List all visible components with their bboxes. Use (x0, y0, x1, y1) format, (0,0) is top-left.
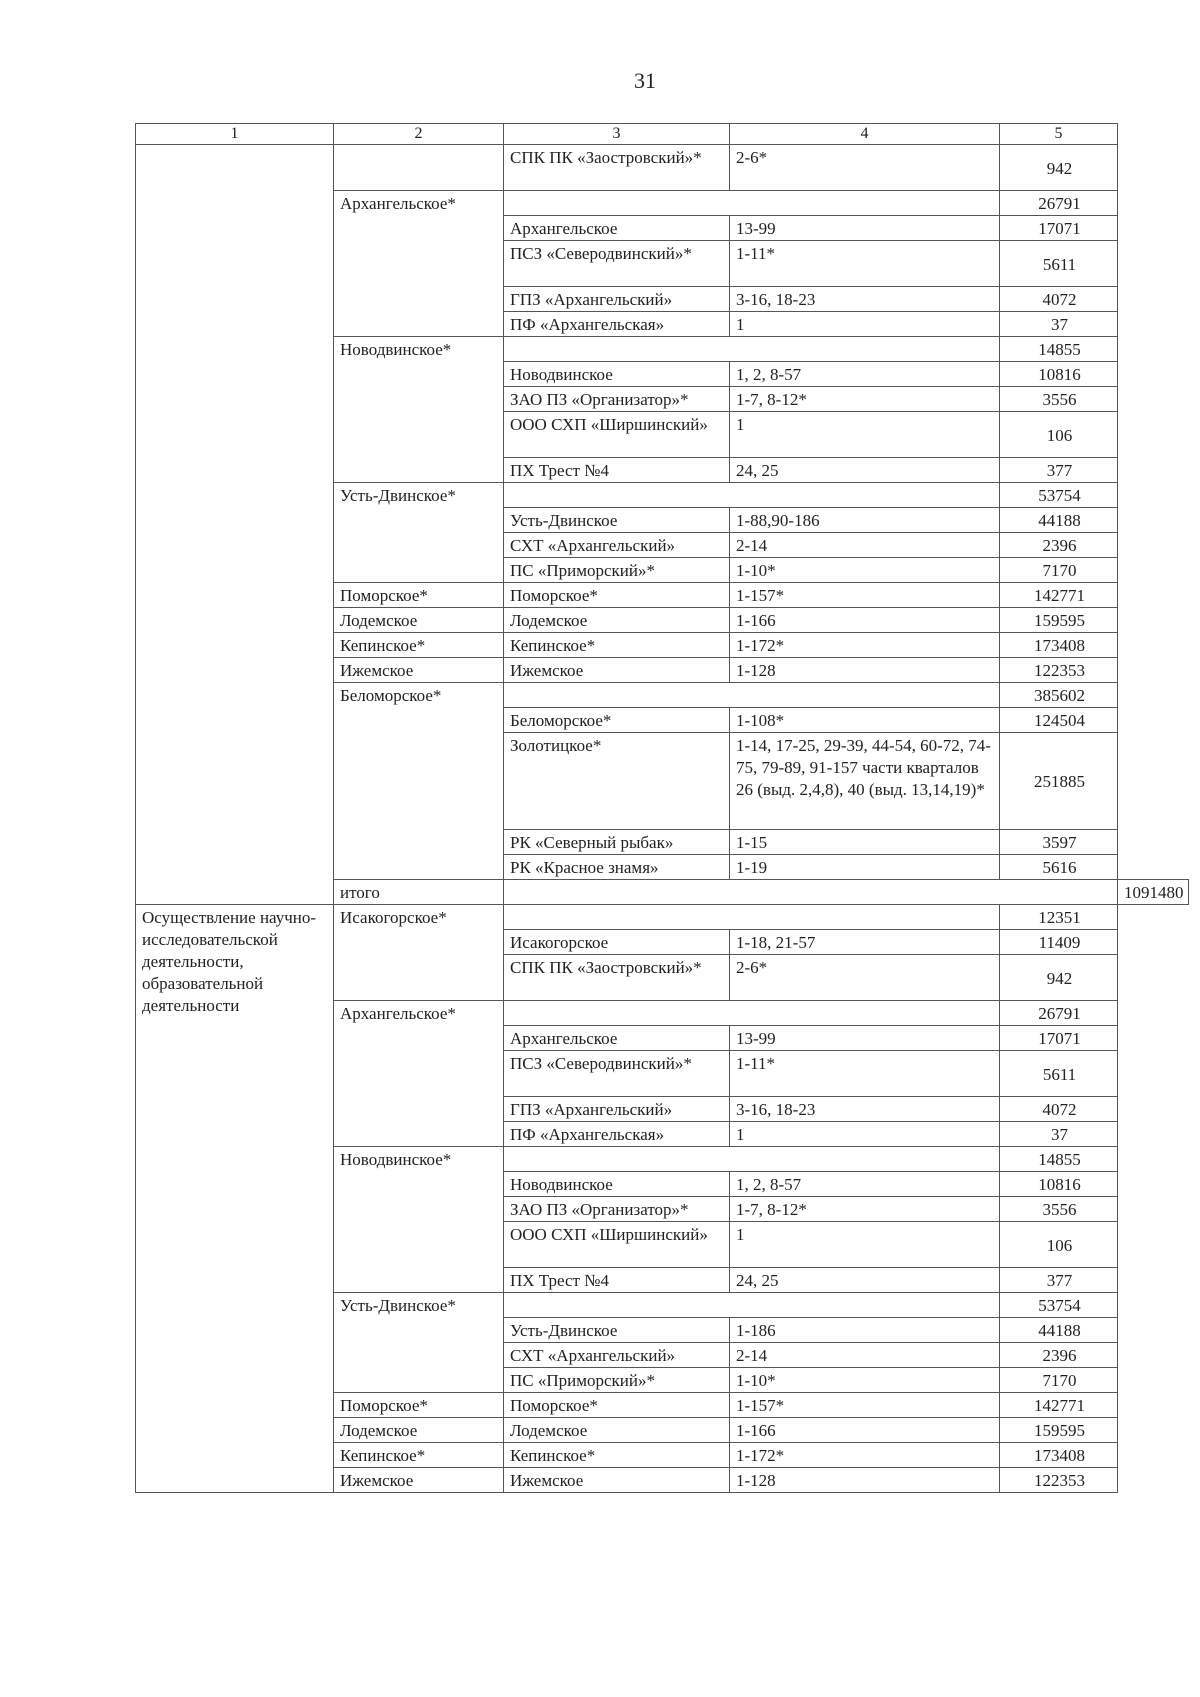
cell-forestry: Усть-Двинское* (334, 483, 504, 583)
cell-subdivision: ПХ Трест №4 (504, 458, 730, 483)
cell-quarters: 1 (730, 1222, 1000, 1268)
cell-subdivision: Лодемское (504, 608, 730, 633)
cell-subdivision: ГПЗ «Архангельский» (504, 287, 730, 312)
cell-quarters: 1 (730, 1122, 1000, 1147)
cell-total-label: итого (334, 880, 504, 905)
cell-subdivision: Новодвинское (504, 1172, 730, 1197)
cell-forestry: Ижемское (334, 658, 504, 683)
cell-area: 122353 (1000, 658, 1118, 683)
cell-area: 385602 (1000, 683, 1118, 708)
table-row (136, 905, 1189, 930)
cell-forestry: Лодемское (334, 1418, 504, 1443)
header-col-1: 1 (136, 124, 334, 145)
cell-subdivision: СХТ «Архангельский» (504, 533, 730, 558)
cell-quarters: 1-186 (730, 1318, 1000, 1343)
cell-quarters: 1-10* (730, 558, 1000, 583)
cell-area: 3556 (1000, 1197, 1118, 1222)
cell-subdivision: Архангельское (504, 216, 730, 241)
cell-forestry: Исакогорское* (334, 905, 504, 1001)
cell-subdivision: Ижемское (504, 658, 730, 683)
cell-quarters: 1-11* (730, 241, 1000, 287)
cell-quarters: 2-14 (730, 533, 1000, 558)
cell-subdivision: Кепинское* (504, 1443, 730, 1468)
cell-blank (504, 1001, 1000, 1026)
cell-area: 11409 (1000, 930, 1118, 955)
cell-quarters: 1-15 (730, 830, 1000, 855)
cell-forestry: Лодемское (334, 608, 504, 633)
cell-area: 142771 (1000, 583, 1118, 608)
cell-subdivision: Поморское* (504, 1393, 730, 1418)
cell-area: 122353 (1000, 1468, 1118, 1493)
cell-subdivision: Новодвинское (504, 362, 730, 387)
cell-quarters: 1-108* (730, 708, 1000, 733)
cell-subdivision: ПФ «Архангельская» (504, 1122, 730, 1147)
cell-area: 377 (1000, 458, 1118, 483)
cell-quarters: 2-14 (730, 1343, 1000, 1368)
cell-subdivision: СХТ «Архангельский» (504, 1343, 730, 1368)
cell-subdivision: Беломорское* (504, 708, 730, 733)
cell-blank (504, 905, 1000, 930)
forest-district-table (135, 123, 1189, 1493)
cell-area: 37 (1000, 312, 1118, 337)
cell-subdivision: ГПЗ «Архангельский» (504, 1097, 730, 1122)
cell-area: 159595 (1000, 1418, 1118, 1443)
cell-area: 173408 (1000, 1443, 1118, 1468)
cell-subdivision: Лодемское (504, 1418, 730, 1443)
cell-forestry: Ижемское (334, 1468, 504, 1493)
cell-quarters: 1-166 (730, 608, 1000, 633)
cell-quarters: 3-16, 18-23 (730, 1097, 1000, 1122)
cell-area: 14855 (1000, 1147, 1118, 1172)
cell-area: 53754 (1000, 483, 1118, 508)
cell-area: 4072 (1000, 1097, 1118, 1122)
cell-subdivision: ПХ Трест №4 (504, 1268, 730, 1293)
cell-area: 12351 (1000, 905, 1118, 930)
cell-area: 2396 (1000, 1343, 1118, 1368)
cell-subdivision: ПФ «Архангельская» (504, 312, 730, 337)
cell-quarters: 1-11* (730, 1051, 1000, 1097)
cell-quarters: 3-16, 18-23 (730, 287, 1000, 312)
table-header-row (136, 124, 1189, 145)
cell-subdivision: ПСЗ «Северодвинский»* (504, 241, 730, 287)
cell-total-value: 1091480 (1118, 880, 1189, 905)
cell-forestry: Беломорское* (334, 683, 504, 880)
cell-area: 10816 (1000, 362, 1118, 387)
cell-quarters: 1-157* (730, 1393, 1000, 1418)
cell-subdivision: ЗАО ПЗ «Организатор»* (504, 1197, 730, 1222)
cell-subdivision: Исакогорское (504, 930, 730, 955)
cell-area: 173408 (1000, 633, 1118, 658)
cell-area: 17071 (1000, 1026, 1118, 1051)
cell-forestry: Архангельское* (334, 191, 504, 337)
cell-subdivision: Усть-Двинское (504, 1318, 730, 1343)
cell-quarters: 1-18, 21-57 (730, 930, 1000, 955)
cell-blank (504, 337, 1000, 362)
cell-subdivision: Ижемское (504, 1468, 730, 1493)
cell-area: 53754 (1000, 1293, 1118, 1318)
cell-area: 124504 (1000, 708, 1118, 733)
cell-quarters: 24, 25 (730, 1268, 1000, 1293)
cell-subdivision: СПК ПК «Заостровский»* (504, 145, 730, 191)
cell-forestry: Поморское* (334, 1393, 504, 1418)
cell-quarters: 1-19 (730, 855, 1000, 880)
cell-quarters: 1-128 (730, 1468, 1000, 1493)
cell-forestry: Усть-Двинское* (334, 1293, 504, 1393)
cell-area: 5611 (1000, 1051, 1118, 1097)
cell-forestry (334, 145, 504, 191)
cell-blank (504, 1293, 1000, 1318)
cell-subdivision: Кепинское* (504, 633, 730, 658)
cell-blank (504, 483, 1000, 508)
cell-subdivision: Архангельское (504, 1026, 730, 1051)
cell-subdivision: ПС «Приморский»* (504, 558, 730, 583)
cell-area: 10816 (1000, 1172, 1118, 1197)
cell-quarters: 13-99 (730, 216, 1000, 241)
cell-area: 159595 (1000, 608, 1118, 633)
cell-blank (504, 191, 1000, 216)
cell-quarters: 1-88,90-186 (730, 508, 1000, 533)
cell-quarters: 13-99 (730, 1026, 1000, 1051)
cell-area: 106 (1000, 1222, 1118, 1268)
cell-forestry: Новодвинское* (334, 337, 504, 483)
cell-subdivision: Усть-Двинское (504, 508, 730, 533)
cell-area: 377 (1000, 1268, 1118, 1293)
header-col-4: 4 (730, 124, 1000, 145)
cell-quarters: 1-14, 17-25, 29-39, 44-54, 60-72, 74-75, 79-89, 91-157 части кварталов 26 (выд. 2,4,8), 40 (выд. 13,14,19)* (730, 733, 1000, 830)
cell-quarters: 1-172* (730, 1443, 1000, 1468)
cell-area: 106 (1000, 412, 1118, 458)
cell-quarters: 1-10* (730, 1368, 1000, 1393)
cell-subdivision: ЗАО ПЗ «Организатор»* (504, 387, 730, 412)
cell-subdivision: Золотицкое* (504, 733, 730, 830)
cell-quarters: 1-172* (730, 633, 1000, 658)
cell-area: 26791 (1000, 191, 1118, 216)
cell-subdivision: ПС «Приморский»* (504, 1368, 730, 1393)
cell-subdivision: ООО СХП «Ширшинский» (504, 1222, 730, 1268)
cell-activity: Осуществление научно-исследовательской деятельности, образовательной деятельности (136, 905, 334, 1493)
cell-subdivision: РК «Северный рыбак» (504, 830, 730, 855)
cell-area: 251885 (1000, 733, 1118, 830)
cell-activity (136, 145, 334, 905)
cell-area: 5616 (1000, 855, 1118, 880)
cell-quarters: 1-7, 8-12* (730, 387, 1000, 412)
cell-quarters: 2-6* (730, 145, 1000, 191)
cell-quarters: 1, 2, 8-57 (730, 362, 1000, 387)
cell-area: 14855 (1000, 337, 1118, 362)
cell-area: 942 (1000, 145, 1118, 191)
cell-area: 942 (1000, 955, 1118, 1001)
cell-quarters: 1-157* (730, 583, 1000, 608)
cell-quarters: 24, 25 (730, 458, 1000, 483)
cell-subdivision: ООО СХП «Ширшинский» (504, 412, 730, 458)
cell-forestry: Поморское* (334, 583, 504, 608)
cell-forestry: Новодвинское* (334, 1147, 504, 1293)
cell-area: 37 (1000, 1122, 1118, 1147)
cell-area: 4072 (1000, 287, 1118, 312)
cell-quarters: 1 (730, 412, 1000, 458)
cell-subdivision: РК «Красное знамя» (504, 855, 730, 880)
cell-quarters: 1, 2, 8-57 (730, 1172, 1000, 1197)
cell-area: 5611 (1000, 241, 1118, 287)
cell-area: 7170 (1000, 558, 1118, 583)
cell-quarters: 1-166 (730, 1418, 1000, 1443)
cell-area: 26791 (1000, 1001, 1118, 1026)
cell-area: 44188 (1000, 1318, 1118, 1343)
cell-area: 3556 (1000, 387, 1118, 412)
cell-quarters: 1-128 (730, 658, 1000, 683)
page-number: 31 (634, 68, 656, 93)
header-col-2: 2 (334, 124, 504, 145)
cell-total-blank (504, 880, 1118, 905)
cell-area: 17071 (1000, 216, 1118, 241)
cell-area: 2396 (1000, 533, 1118, 558)
header-col-5: 5 (1000, 124, 1118, 145)
cell-blank (504, 683, 1000, 708)
table-row (136, 145, 1189, 191)
cell-subdivision: СПК ПК «Заостровский»* (504, 955, 730, 1001)
cell-area: 142771 (1000, 1393, 1118, 1418)
cell-quarters: 1 (730, 312, 1000, 337)
cell-blank (504, 1147, 1000, 1172)
cell-forestry: Кепинское* (334, 1443, 504, 1468)
cell-quarters: 1-7, 8-12* (730, 1197, 1000, 1222)
cell-area: 7170 (1000, 1368, 1118, 1393)
cell-subdivision: Поморское* (504, 583, 730, 608)
cell-subdivision: ПСЗ «Северодвинский»* (504, 1051, 730, 1097)
cell-area: 3597 (1000, 830, 1118, 855)
cell-quarters: 2-6* (730, 955, 1000, 1001)
header-col-3: 3 (504, 124, 730, 145)
cell-forestry: Кепинское* (334, 633, 504, 658)
cell-forestry: Архангельское* (334, 1001, 504, 1147)
cell-area: 44188 (1000, 508, 1118, 533)
